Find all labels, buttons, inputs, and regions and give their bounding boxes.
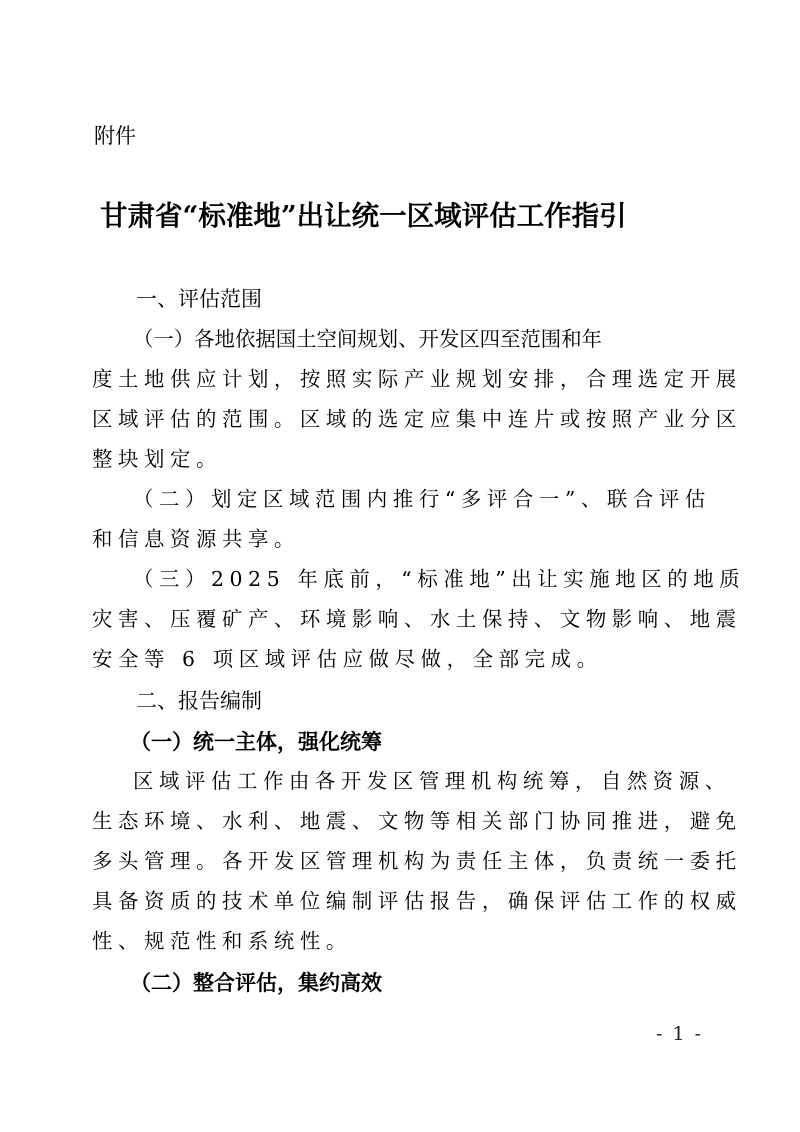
paragraph-line: 度土地供应计划，按照实际产业规划安排，合理选定开展 <box>92 367 742 391</box>
document-title: 甘肃省“标准地”出让统一区域评估工作指引 <box>100 200 627 232</box>
paragraph-line: （三）2025 年底前，“标准地”出让实施地区的地质 <box>133 567 746 591</box>
paragraph-text: （一）各地依据国土空间规划、开发区四至范围和年 <box>133 327 602 351</box>
section-heading-scope: 一、评估范围 <box>136 287 262 311</box>
paragraph-line: 和信息资源共享。 <box>92 527 300 551</box>
attachment-label: 附件 <box>94 124 136 148</box>
paragraph-line <box>133 324 708 354</box>
section-heading-report: 二、报告编制 <box>136 689 262 713</box>
paragraph-line: 多头管理。各开发区管理机构为责任主体，负责统一委托 <box>92 849 742 873</box>
paragraph-line: （二）划定区域范围内推行“多评合一”、联合评估 <box>133 487 711 511</box>
paragraph-line: 生态环境、水利、地震、文物等相关部门协同推进，避免 <box>92 809 742 833</box>
paragraph-line: 性、规范性和系统性。 <box>92 929 352 953</box>
subsection-heading-integrated-assessment: （二）整合评估，集约高效 <box>130 970 382 995</box>
paragraph-line: 灾害、压覆矿产、环境影响、水土保持、文物影响、地震 <box>92 607 742 631</box>
paragraph-line: 区域评估工作由各开发区管理机构统筹，自然资源、 <box>133 769 731 793</box>
page-number: - 1 - <box>656 1023 704 1045</box>
paragraph-line: 具备资质的技术单位编制评估报告，确保评估工作的权威 <box>92 889 742 913</box>
paragraph-line: 区域评估的范围。区域的选定应集中连片或按照产业分区 <box>92 407 742 431</box>
paragraph-line: 安全等 6 项区域评估应做尽做，全部完成。 <box>92 647 603 671</box>
subsection-heading-unified-subject: （一）统一主体，强化统筹 <box>130 729 382 754</box>
paragraph-line: 整块划定。 <box>92 447 222 471</box>
